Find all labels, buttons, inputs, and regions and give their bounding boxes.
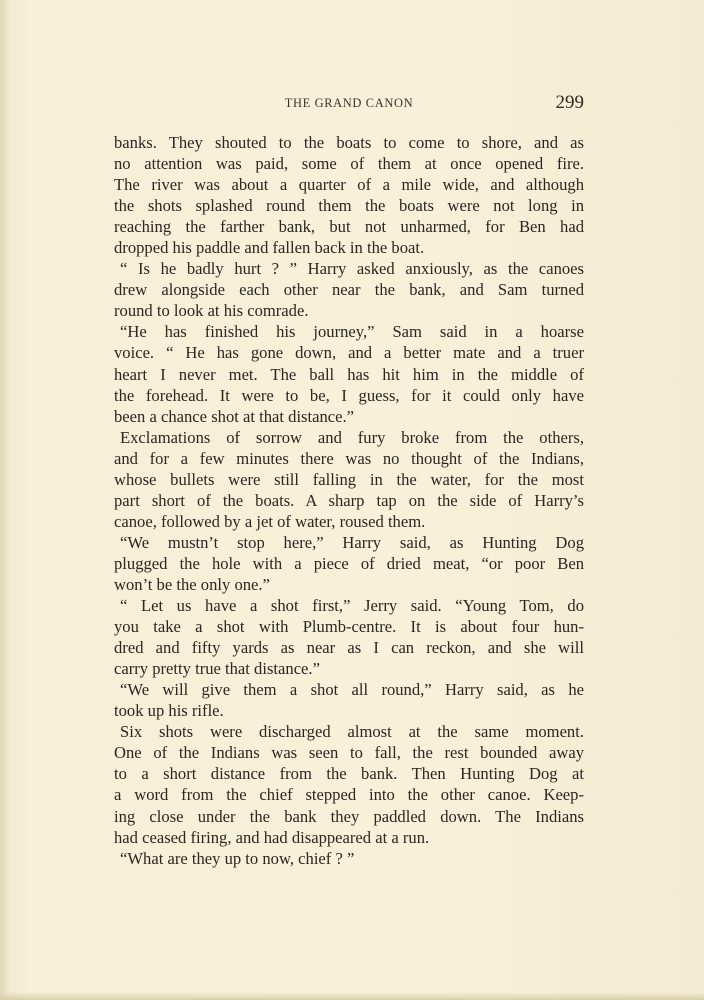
text-line: Exclamations of sorrow and fury broke from the others,	[120, 427, 584, 447]
text-line: round to look at his comrade.	[114, 301, 309, 321]
text-line: “ Is he badly hurt ? ” Harry asked anxiously, as the canoes	[120, 259, 584, 279]
text-line: and for a few minutes there was no thought of the Indians,	[114, 448, 584, 468]
text-line: won’t be the only one.”	[114, 574, 270, 594]
text-line: “We will give them a shot all round,” Harry said, as he	[120, 680, 584, 700]
text-line: a word from the chief stepped into the other canoe. Keep-	[114, 785, 584, 805]
page-gutter-shadow	[0, 0, 10, 1000]
text-line: whose bullets were still falling in the water, for the most	[114, 469, 584, 489]
text-line: been a chance shot at that distance.”	[114, 406, 355, 426]
text-line: the forehead. It were to be, I guess, for it could only have	[114, 385, 584, 405]
text-line: had ceased firing, and had disappeared at a run.	[114, 827, 430, 847]
text-line: dred and fifty yards as near as I can reckon, and she will	[114, 638, 584, 658]
page-header	[114, 92, 584, 120]
text-line: to a short distance from the bank. Then Hunting Dog at	[114, 764, 584, 784]
text-line: “What are they up to now, chief ? ”	[120, 848, 355, 868]
running-head: THE GRAND CANON	[284, 96, 414, 110]
text-line: you take a shot with Plumb-centre. It is about four hun-	[114, 617, 584, 637]
text-line: heart I never met. The ball has hit him in the middle of	[114, 364, 584, 384]
text-line: “We mustn’t stop here,” Harry said, as Hunting Dog	[120, 532, 584, 552]
text-line: part short of the boats. A sharp tap on the side of Harry’s	[114, 490, 584, 510]
text-line: banks. They shouted to the boats to come to shore, and as	[114, 133, 584, 152]
text-line: took up his rifle.	[114, 701, 224, 721]
text-line: canoe, followed by a jet of water, roused them.	[114, 511, 426, 531]
page-bottom-edge	[0, 992, 704, 1000]
text-line: plugged the hole with a piece of dried meat, “or poor Ben	[114, 553, 584, 573]
page-number: 299	[555, 92, 584, 113]
text-line: dropped his paddle and fallen back in the boat.	[114, 238, 425, 258]
body-text	[114, 132, 584, 869]
text-line: ing close under the bank they paddled down. The Indians	[114, 806, 584, 826]
text-line: Six shots were discharged almost at the same moment.	[120, 722, 584, 742]
text-line: the shots splashed round them the boats were not long in	[114, 196, 584, 216]
text-line: One of the Indians was seen to fall, the rest bounded away	[114, 743, 584, 763]
text-line: “He has finished his journey,” Sam said in a hoarse	[120, 322, 584, 342]
text-line: voice. “ He has gone down, and a better mate and a truer	[114, 343, 584, 363]
text-line: no attention was paid, some of them at once opened fire.	[114, 154, 584, 174]
text-line: carry pretty true that distance.”	[114, 659, 320, 679]
text-line: “ Let us have a shot first,” Jerry said. “Young Tom, do	[120, 596, 584, 616]
text-line: drew alongside each other near the bank, and Sam turned	[114, 280, 584, 300]
text-line: reaching the farther bank, but not unharmed, for Ben had	[114, 217, 584, 237]
text-line: The river was about a quarter of a mile wide, and although	[114, 175, 584, 195]
